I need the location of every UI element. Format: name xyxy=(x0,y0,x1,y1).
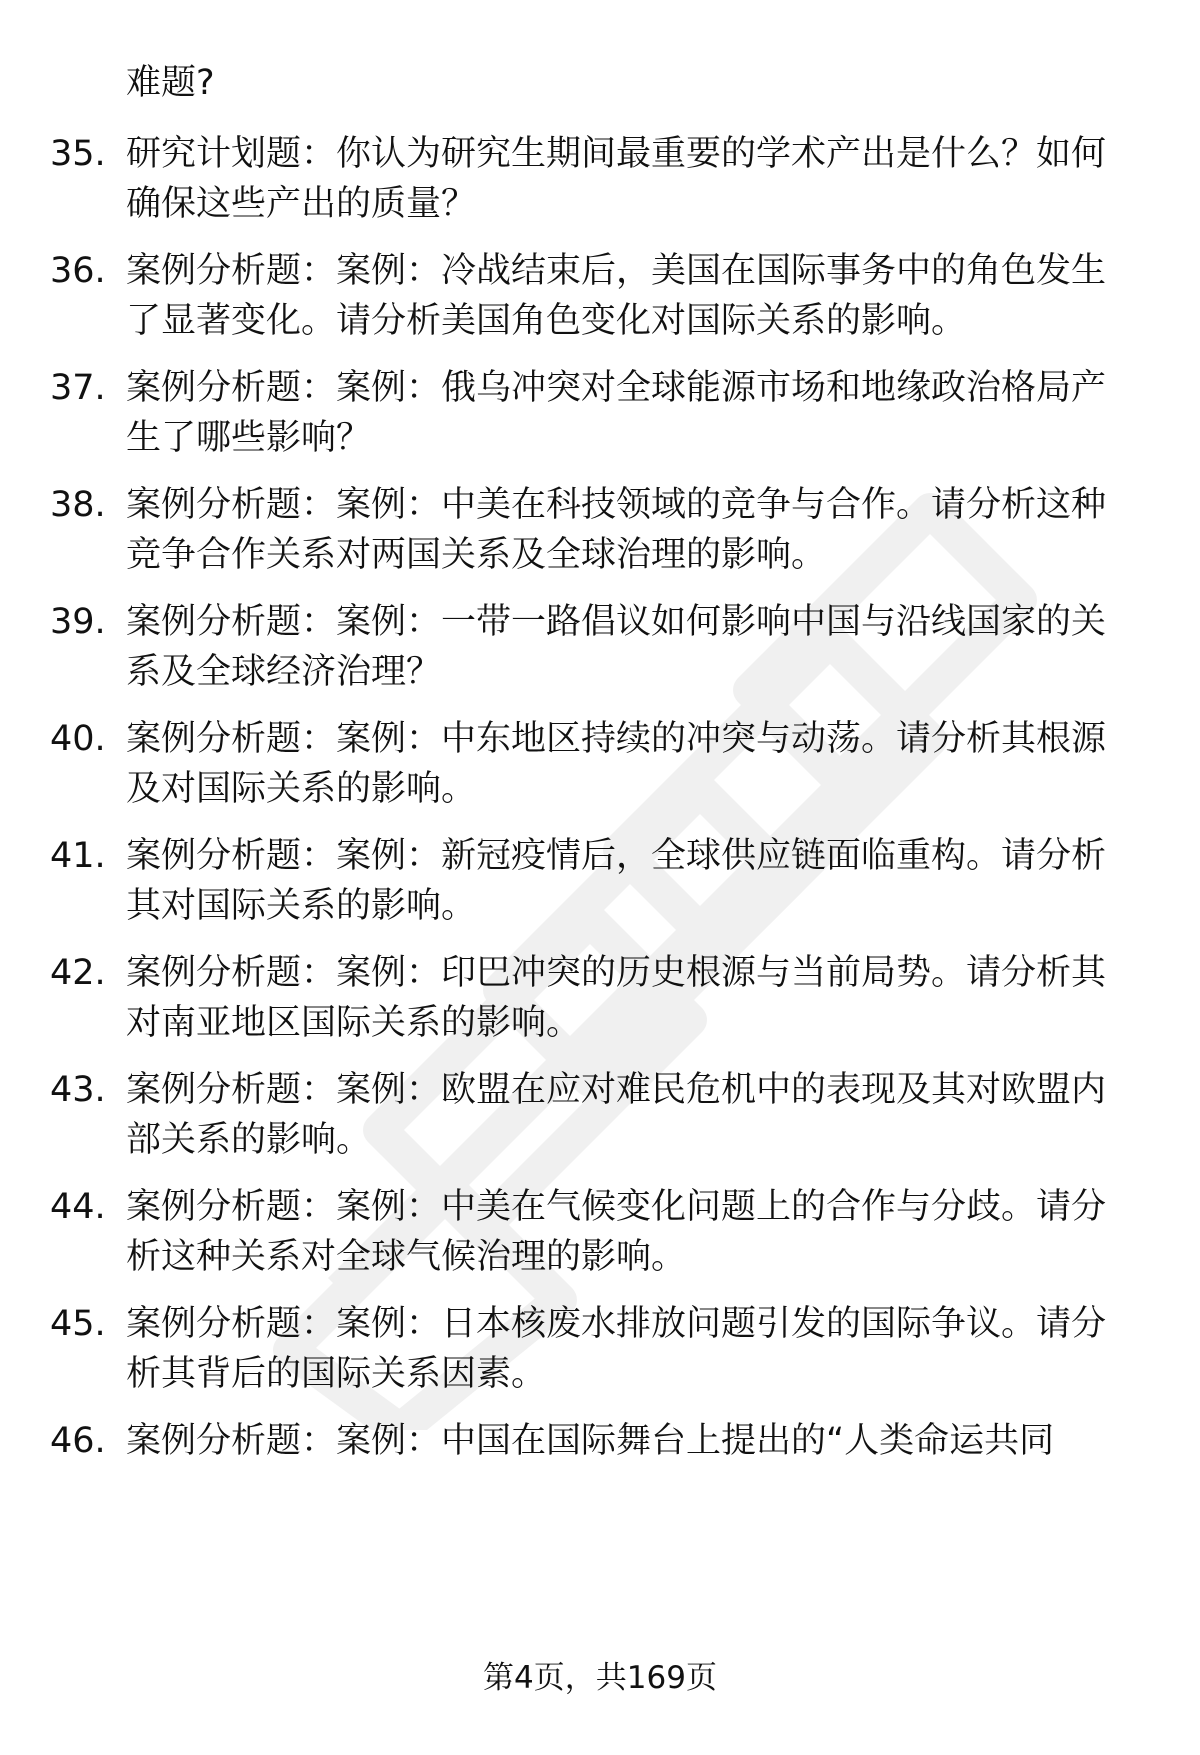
question-item xyxy=(50,831,1160,931)
question-item xyxy=(50,246,1160,346)
question-number: 44. xyxy=(50,1187,106,1227)
question-text-line: 案例分析题：案例：中美在气候变化问题上的合作与分歧。请分 xyxy=(126,1187,1107,1227)
question-number: 38. xyxy=(50,485,106,525)
question-text-line: 确保这些产出的质量？ xyxy=(126,184,477,224)
question-text-line: 案例分析题：案例：冷战结束后，美国在国际事务中的角色发生 xyxy=(126,251,1107,291)
question-item xyxy=(50,597,1160,697)
question-item xyxy=(50,1416,1160,1466)
question-text-line: 案例分析题：案例：中美在科技领域的竞争与合作。请分析这种 xyxy=(126,485,1107,525)
question-text-line: 及对国际关系的影响。 xyxy=(126,769,477,809)
question-text xyxy=(126,363,1160,463)
question-item xyxy=(50,1299,1160,1399)
question-text-line: 析其背后的国际关系因素。 xyxy=(126,1354,547,1394)
question-number: 41. xyxy=(50,836,106,876)
question-text xyxy=(126,948,1160,1048)
question-item xyxy=(50,480,1160,580)
question-text-line: 了显著变化。请分析美国角色变化对国际关系的影响。 xyxy=(126,301,967,341)
question-text-line: 对南亚地区国际关系的影响。 xyxy=(126,1003,582,1043)
question-text-line: 研究计划题：你认为研究生期间最重要的学术产出是什么？如何 xyxy=(126,134,1107,174)
question-text-line: 析这种关系对全球气候治理的影响。 xyxy=(126,1237,687,1277)
question-text xyxy=(126,1416,1160,1466)
question-text xyxy=(126,129,1160,229)
question-text-line: 案例分析题：案例：一带一路倡议如何影响中国与沿线国家的关 xyxy=(126,602,1107,642)
question-item xyxy=(50,1182,1160,1282)
question-number: 39. xyxy=(50,602,106,642)
continuation-text: 难题? xyxy=(126,63,215,103)
question-text xyxy=(126,714,1160,814)
question-text xyxy=(126,1065,1160,1165)
question-item xyxy=(50,948,1160,1048)
question-text-line: 系及全球经济治理？ xyxy=(126,652,442,692)
question-text-line: 案例分析题：案例：日本核废水排放问题引发的国际争议。请分 xyxy=(126,1304,1107,1344)
question-item xyxy=(50,1065,1160,1165)
question-text-line: 案例分析题：案例：新冠疫情后，全球供应链面临重构。请分析 xyxy=(126,836,1107,876)
question-text xyxy=(126,1182,1160,1282)
question-item xyxy=(50,714,1160,814)
question-text-line: 案例分析题：案例：中东地区持续的冲突与动荡。请分析其根源 xyxy=(126,719,1107,759)
question-text-line: 案例分析题：案例：中国在国际舞台上提出的“人类命运共同 xyxy=(126,1421,1055,1461)
question-text xyxy=(126,597,1160,697)
page-footer: 第4页，共169页 xyxy=(483,1660,717,1696)
question-number: 36. xyxy=(50,251,106,291)
question-number: 40. xyxy=(50,719,106,759)
question-number: 42. xyxy=(50,953,106,993)
question-text-line: 部关系的影响。 xyxy=(126,1120,372,1160)
question-text-line: 案例分析题：案例：俄乌冲突对全球能源市场和地缘政治格局产 xyxy=(126,368,1107,408)
question-text-line: 案例分析题：案例：印巴冲突的历史根源与当前局势。请分析其 xyxy=(126,953,1107,993)
question-number: 45. xyxy=(50,1304,106,1344)
question-text xyxy=(126,1299,1160,1399)
question-number: 37. xyxy=(50,368,106,408)
question-number: 35. xyxy=(50,134,106,174)
question-number: 46. xyxy=(50,1421,106,1461)
question-item xyxy=(50,363,1160,463)
question-text xyxy=(126,480,1160,580)
question-text-line: 生了哪些影响？ xyxy=(126,418,372,458)
question-text xyxy=(126,246,1160,346)
question-text-line: 案例分析题：案例：欧盟在应对难民危机中的表现及其对欧盟内 xyxy=(126,1070,1107,1110)
question-text xyxy=(126,831,1160,931)
question-text-line: 竞争合作关系对两国关系及全球治理的影响。 xyxy=(126,535,827,575)
question-number: 43. xyxy=(50,1070,106,1110)
question-text-line: 其对国际关系的影响。 xyxy=(126,886,477,926)
question-item xyxy=(50,129,1160,229)
